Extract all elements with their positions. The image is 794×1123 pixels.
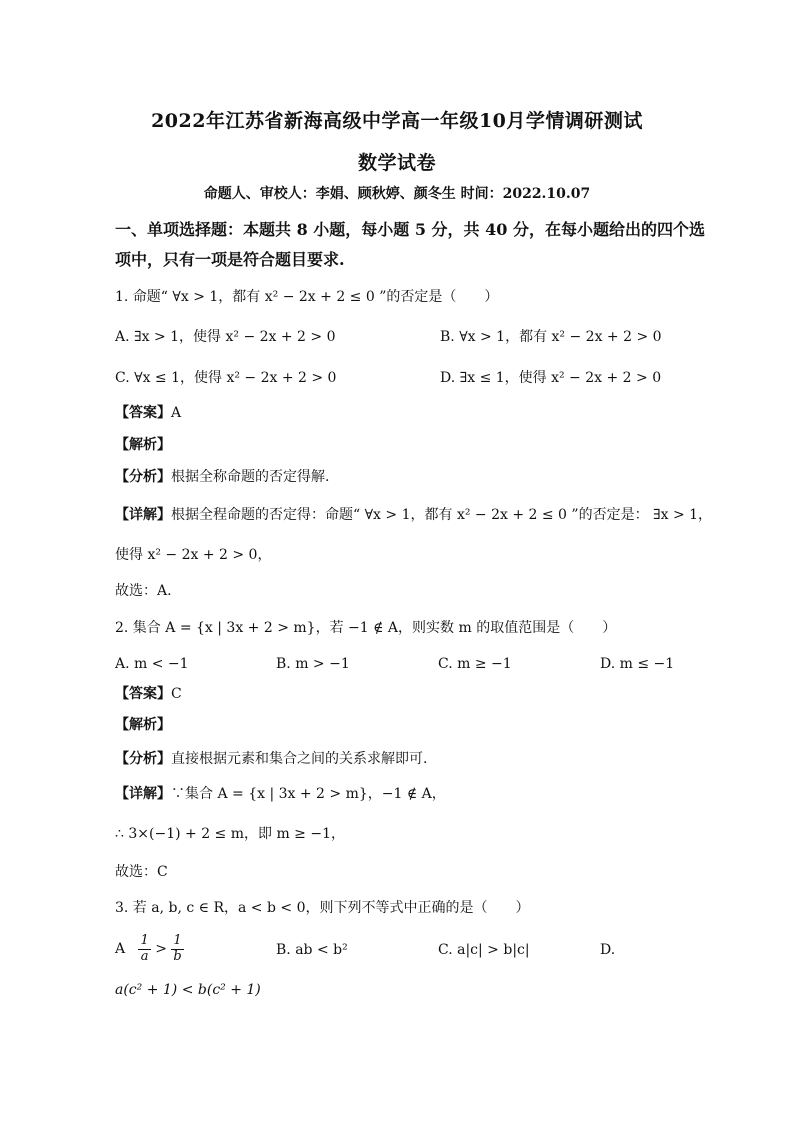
detail-text: ∵集合 A = {x | 3x + 2 > m}，−1 ∉ A， (171, 786, 446, 802)
answer-value: A (171, 405, 182, 421)
answer-value: C (171, 686, 182, 702)
q1-option-d: D. ∃x ≤ 1，使得 x² − 2x + 2 > 0 (440, 370, 662, 386)
q2-option-b: B. m > −1 (276, 656, 350, 672)
detail-label: 【详解】 (115, 786, 171, 802)
q1-fenxi (115, 470, 329, 484)
q3-option-d-expression: a(c² + 1) < b(c² + 1) (115, 982, 261, 998)
detail-text: 根据全程命题的否定得：命题“ ∀x > 1，都有 x² − 2x + 2 ≤ 0 ”的否定是： ∃x > 1， (171, 507, 713, 523)
exam-title: 2022年江苏省新海高级中学高一年级10月学情调研测试 (151, 110, 643, 132)
q1-analysis-label: 【解析】 (115, 437, 171, 453)
answer-label: 【答案】 (115, 686, 171, 702)
q1-option-a: A. ∃x > 1，使得 x² − 2x + 2 > 0 (115, 329, 336, 345)
fenxi-text: 直接根据元素和集合之间的关系求解即可. (171, 751, 428, 767)
exam-subtitle: 数学试卷 (357, 152, 436, 174)
fraction-one-over-a: $\frac{1}{a}$ (140, 933, 149, 964)
section-heading-line2: 项中，只有一项是符合题目要求. (115, 250, 345, 269)
q3-option-a (115, 930, 184, 968)
answer-label: 【答案】 (115, 405, 171, 421)
section-heading-line1: 一、单项选择题：本题共 8 小题，每小题 5 分，共 40 分，在每小题给出的四个选 (115, 220, 705, 239)
q3-stem: 3. 若 a, b, c ∈ R，a < b < 0，则下列不等式中正确的是（ ） (115, 900, 530, 916)
q2-fenxi (115, 752, 427, 766)
q3-option-c: C. a|c| > b|c| (438, 942, 530, 958)
q1-option-b: B. ∀x > 1，都有 x² − 2x + 2 > 0 (440, 329, 662, 345)
q1-option-c: C. ∀x ≤ 1，使得 x² − 2x + 2 > 0 (115, 370, 337, 386)
q1-detail-line1 (115, 508, 712, 522)
q3-option-b: B. ab < b² (276, 942, 348, 958)
q2-conclusion: 故选：C (115, 864, 168, 880)
fenxi-label: 【分析】 (115, 751, 171, 767)
q2-stem: 2. 集合 A = {x | 3x + 2 > m}，若 −1 ∉ A，则实数 m 的取值范围是（ ） (115, 620, 617, 636)
fraction-one-over-b: $\frac{1}{b}$ (173, 933, 182, 964)
q1-detail-line2: 使得 x² − 2x + 2 > 0， (115, 547, 272, 563)
q2-option-c: C. m ≥ −1 (438, 656, 512, 672)
q1-conclusion: 故选：A. (115, 583, 172, 599)
q2-detail-line1 (115, 787, 446, 801)
q2-detail-line2: ∴ 3×(−1) + 2 ≤ m，即 m ≥ −1， (115, 826, 345, 842)
q2-answer (115, 687, 182, 701)
q3-option-d: D. (600, 942, 616, 958)
greater-than-sign: > (155, 941, 167, 957)
fenxi-text: 根据全称命题的否定得解. (171, 469, 330, 485)
exam-meta: 命题人、审校人：李娟、顾秋婷、颜冬生 时间：2022.10.07 (203, 186, 591, 202)
q1-stem: 1. 命题“ ∀x > 1，都有 x² − 2x + 2 ≤ 0 ”的否定是（ ） (115, 289, 499, 305)
q2-option-d: D. m ≤ −1 (600, 656, 675, 672)
q1-answer (115, 406, 181, 420)
q2-analysis-label: 【解析】 (115, 717, 171, 733)
detail-label: 【详解】 (115, 507, 171, 523)
fenxi-label: 【分析】 (115, 469, 171, 485)
option-a-label: A (115, 941, 126, 957)
q2-option-a: A. m < −1 (115, 656, 189, 672)
